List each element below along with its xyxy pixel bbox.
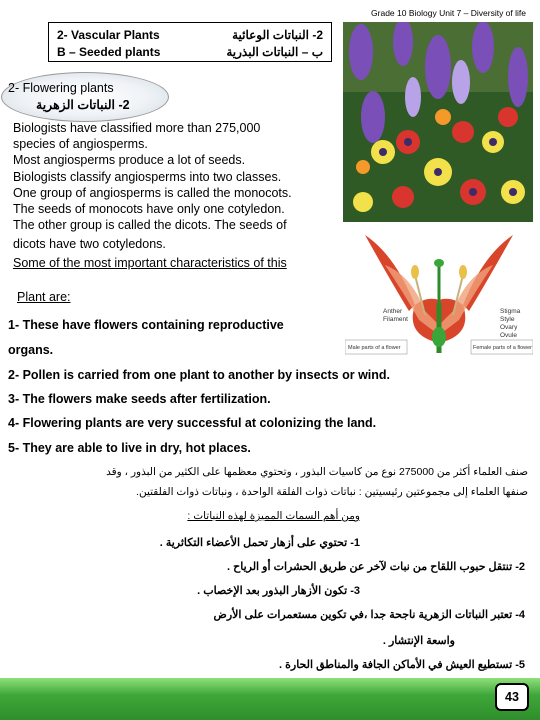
para-line: Most angiosperms produce a lot of seeds. <box>13 153 246 168</box>
list-item: 4- Flowering plants are very successful at colonizing the land. <box>8 416 377 430</box>
para-line: dicots have two cotyledons. <box>13 237 166 252</box>
intro-paragraph <box>13 120 333 271</box>
para-line: Biologists classify angiosperms into two classes. <box>13 169 282 184</box>
label-anther: Anther <box>383 308 403 315</box>
arabic-list-item: واسعة الإنتشار . <box>382 635 455 647</box>
list-item: organs. <box>8 343 54 357</box>
footer-bar <box>0 678 540 720</box>
para-line: The seeds of monocots have only one cotyledon. <box>13 202 285 217</box>
arabic-paragraph-line2: صنفها العلماء إلى مجموعتين رئيسيتين : نباتات ذوات الفلقة الواحدة ، ونباتات ذوات الفلقتين. <box>136 486 528 498</box>
arabic-list-item: 5- تستطيع العيش في الأماكن الجافة والمناطق الحارة . <box>279 659 525 671</box>
para-line: One group of angiosperms is called the monocots. <box>13 185 292 200</box>
flowers-photo <box>343 22 533 222</box>
label-style: Style <box>500 316 515 323</box>
list-item: 5- They are able to live in dry, hot places. <box>8 441 251 455</box>
caption-female: Female parts of a flower <box>473 345 532 351</box>
section-heading-oval <box>1 72 169 122</box>
section-heading-en: 2- Flowering plants <box>8 81 114 95</box>
title-ar-line2: ب – النباتات البذرية <box>226 45 323 59</box>
arabic-list-item: 3- تكون الأزهار البذور بعد الإخصاب . <box>197 585 360 597</box>
label-stigma: Stigma <box>500 308 521 315</box>
label-filament: Filament <box>383 316 408 323</box>
para-line: Biologists have classified more than 275,000 <box>13 121 261 135</box>
label-ovule: Ovule <box>500 332 517 339</box>
page-number: 43 <box>495 683 529 711</box>
para-line: The other group is called the dicots. The seeds of <box>13 218 287 233</box>
course-header: Grade 10 Biology Unit 7 – Diversity of life <box>371 8 526 18</box>
arabic-characteristics-heading: ومن أهم السمات المميزة لهذه النباتات : <box>187 510 360 522</box>
arabic-list-item: 1- تحتوي على أزهار تحمل الأعضاء التكاثرية . <box>159 537 360 549</box>
label-ovary: Ovary <box>500 324 518 331</box>
caption-male: Male parts of a flower <box>348 345 401 351</box>
title-ar-line1: 2- النباتات الوعائية <box>232 28 323 42</box>
flowers-photo-image <box>343 22 533 222</box>
list-item: 2- Pollen is carried from one plant to another by insects or wind. <box>8 368 391 382</box>
para-line: Some of the most important characteristics of this <box>13 255 287 270</box>
list-item: 3- The flowers make seeds after fertilization. <box>8 392 271 406</box>
arabic-list-item: 2- تنتقل حبوب اللقاح من نبات لآخر عن طريق الحشرات أو الرياح . <box>227 561 525 573</box>
plant-are-label: Plant are: <box>17 290 71 304</box>
list-item: 1- These have flowers containing reproductive <box>8 318 284 332</box>
section-heading-ar: 2- النباتات الزهرية <box>36 98 130 112</box>
title-en-line2: B – Seeded plants <box>57 45 161 59</box>
arabic-paragraph-line1: صنف العلماء أكثر من 275000 نوع من كاسيات البذور ، وتحتوي معظمها على الكثير من البذور ، وقد <box>106 466 528 478</box>
title-box <box>48 22 332 62</box>
para-line: species of angiosperms. <box>13 137 148 152</box>
title-en-line1: 2- Vascular Plants <box>57 28 160 42</box>
arabic-list-item: 4- تعتبر النباتات الزهرية ناجحة جدا ،في تكوين مستعمرات على الأرض <box>213 609 525 621</box>
